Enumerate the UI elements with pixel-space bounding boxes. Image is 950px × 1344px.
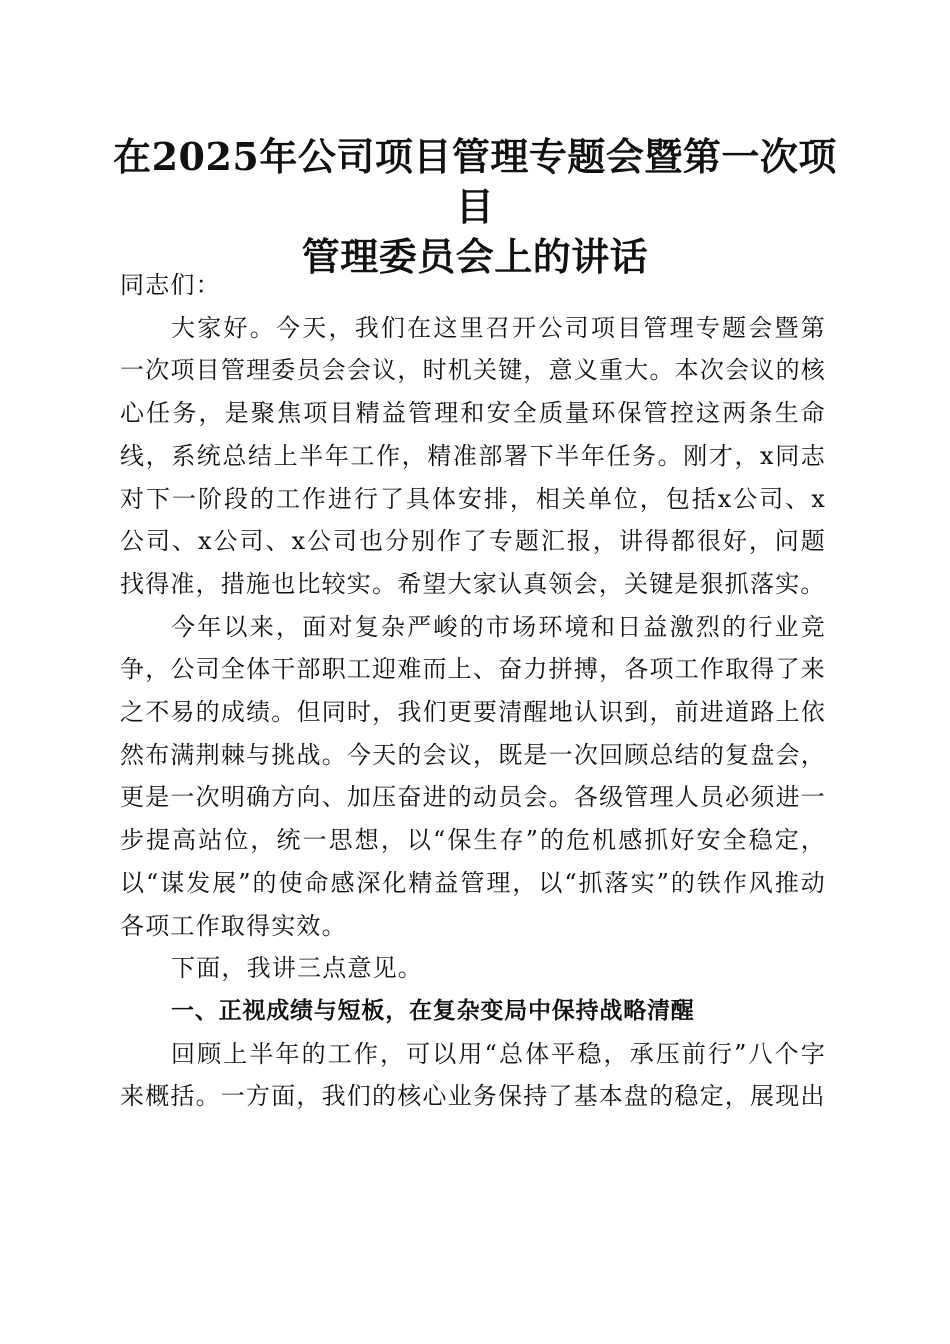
title-line-1: 在2025年公司项目管理专题会暨第一次项目 [113,134,837,229]
paragraph-context: 今年以来，面对复杂严峻的市场环境和日益激烈的行业竞争，公司全体干部职工迎难而上、奋力拼搏，各项工作取得了来之不易的成绩。但同时，我们更要清醒地认识到，前进道路上依然布满荆棘与挑战。今天的会议，既是一次回顾总结的复盘会，更是一次明确方向、加压奋进的动员会。各级管理人员必须进一步提高站位，统一思想，以“保生存”的危机感抓好安全稳定，以“谋发展”的使命感深化精益管理，以“抓落实”的铁作风推动各项工作取得实效。 [120,612,826,940]
salutation: 同志们： [120,271,221,299]
title-line-2: 管理委员会上的讲话 [301,234,649,279]
paragraph-transition: 下面，我讲三点意见。 [171,954,423,983]
paragraph-opening: 大家好。今天，我们在这里召开公司项目管理专题会暨第一次项目管理委员会会议，时机关键，意义重大。本次会议的核心任务，是聚焦项目精益管理和安全质量环保管控这两条生命线，系统总结上半年工作，精准部署下半年任务。刚才，x同志对下一阶段的工作进行了具体安排，相关单位，包括x公司、x公司、x公司、x公司也分别作了专题汇报，讲得都很好，问题找得准，措施也比较实。希望大家认真领会，关键是狠抓落实。 [120,313,826,598]
paragraph-review: 回顾上半年的工作，可以用“总体平稳，承压前行”八个字来概括。一方面，我们的核心业务保持了基本盘的稳定，展现出 [120,1039,826,1111]
document-body [120,264,826,1118]
section-heading-1: 一、正视成绩与短板，在复杂变局中保持战略清醒 [171,997,695,1024]
document-title [100,132,850,282]
